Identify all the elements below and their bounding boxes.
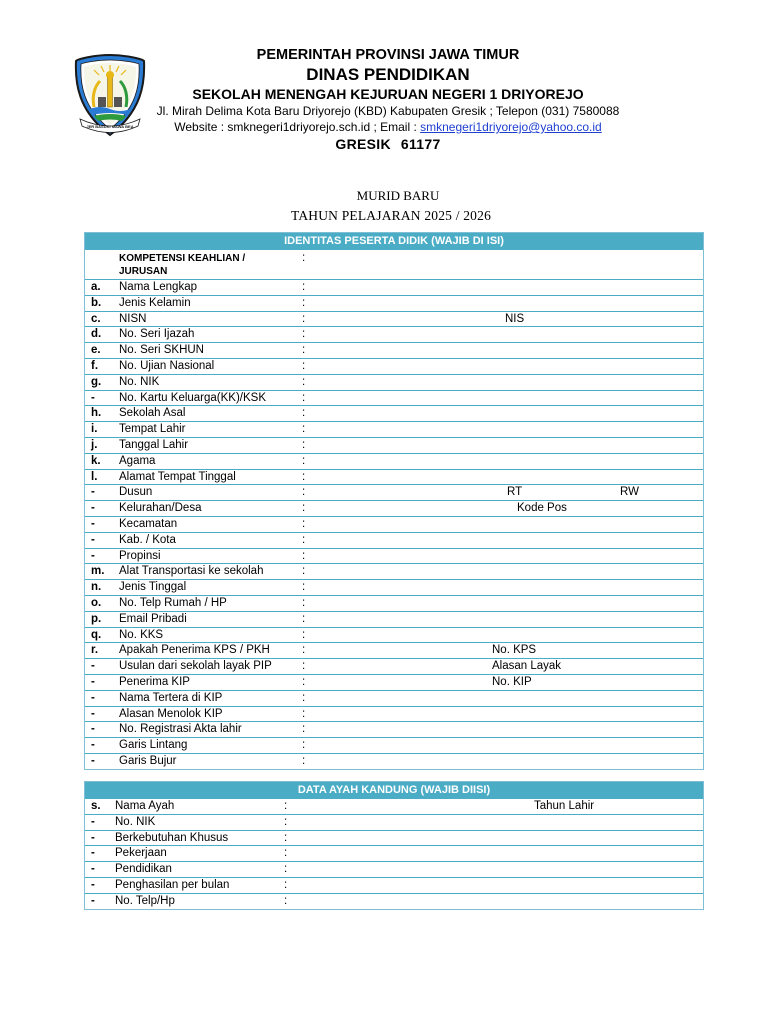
row-code: r. xyxy=(91,644,99,657)
row-code: p. xyxy=(91,612,102,625)
field-input[interactable]: : xyxy=(302,375,306,388)
field-label: No. Kartu Keluarga(KK)/KSK xyxy=(119,391,267,404)
field-input[interactable]: : xyxy=(284,831,288,844)
field-input[interactable]: : xyxy=(302,438,306,451)
field-input[interactable]: : xyxy=(302,628,306,641)
field-input[interactable]: : xyxy=(302,407,306,420)
field-input[interactable]: : xyxy=(302,707,306,720)
form-row xyxy=(85,893,703,909)
form-row xyxy=(85,814,703,830)
field-label: Dusun xyxy=(119,486,153,499)
field-label: Email Pribadi xyxy=(119,612,187,625)
field-label: Kab. / Kota xyxy=(119,533,176,546)
field-label: No. NIK xyxy=(115,815,156,828)
field-input[interactable]: : xyxy=(302,612,306,625)
secondary-field-label: Tahun Lahir xyxy=(534,800,595,812)
field-input[interactable]: : xyxy=(284,815,288,828)
table-header: IDENTITAS PESERTA DIDIK (WAJIB DI ISI) xyxy=(85,233,703,249)
field-label: Agama xyxy=(119,454,156,467)
row-code: a. xyxy=(91,281,101,293)
form-row xyxy=(85,798,703,814)
field-input[interactable]: : xyxy=(302,549,306,562)
field-label: Alamat Tempat Tinggal xyxy=(119,470,236,483)
field-label: NISN xyxy=(119,312,147,325)
postal-code: 61177 xyxy=(400,136,441,152)
field-input[interactable]: : xyxy=(284,863,288,876)
field-label: No. Seri Ijazah xyxy=(119,328,195,341)
form-row xyxy=(85,595,703,611)
row-code: i. xyxy=(91,423,98,436)
form-row xyxy=(85,374,703,390)
field-label: No. Seri SKHUN xyxy=(119,344,204,357)
email-link[interactable]: smknegeri1driyorejo@yahoo.co.id xyxy=(420,120,602,134)
field-input[interactable]: : xyxy=(302,581,306,594)
row-code: d. xyxy=(91,328,102,341)
field-label: No. NIK xyxy=(119,375,160,388)
field-label: No. Telp Rumah / HP xyxy=(119,596,227,609)
field-label: No. Ujian Nasional xyxy=(119,359,215,372)
field-input[interactable]: : xyxy=(302,391,306,404)
row-code: - xyxy=(91,863,95,876)
row-code: - xyxy=(91,391,95,404)
form-row xyxy=(85,484,703,500)
form-row xyxy=(85,437,703,453)
row-code: n. xyxy=(91,581,102,594)
field-input[interactable]: : xyxy=(302,739,306,752)
school-name: SEKOLAH MENENGAH KEJURUAN NEGERI 1 DRIYOREJO xyxy=(192,86,584,102)
row-code: b. xyxy=(91,296,102,309)
field-label: Alasan Menolok KIP xyxy=(119,707,223,720)
form-row xyxy=(85,390,703,406)
field-input[interactable]: : xyxy=(302,660,306,673)
table-header: DATA AYAH KANDUNG (WAJIB DIISI) xyxy=(85,782,703,798)
row-code: - xyxy=(91,894,95,907)
city-postal xyxy=(150,135,626,153)
field-input[interactable]: : xyxy=(284,894,288,907)
row-code: - xyxy=(91,486,95,499)
field-input[interactable]: : xyxy=(302,517,306,530)
field-label: Pendidikan xyxy=(115,863,172,876)
field-input[interactable]: : xyxy=(302,723,306,736)
form-row xyxy=(85,737,703,753)
form-row xyxy=(85,279,703,295)
row-code: j. xyxy=(91,438,98,451)
secondary-field-label: No. KIP xyxy=(492,675,532,688)
school-contact xyxy=(150,119,626,135)
academic-year: TAHUN PELAJARAN 2025 / 2026 xyxy=(290,208,492,223)
field-input[interactable]: : xyxy=(302,296,306,309)
row-code: - xyxy=(91,815,95,828)
row-code: q. xyxy=(91,628,102,641)
field-label: Alat Transportasi ke sekolah xyxy=(119,565,264,578)
row-code: - xyxy=(91,847,95,860)
form-row xyxy=(85,579,703,595)
row-code: l. xyxy=(91,470,98,483)
field-input[interactable]: : xyxy=(302,565,306,578)
row-code: - xyxy=(91,660,95,673)
field-label: Tempat Lahir xyxy=(119,423,186,436)
secondary-field-label: RT xyxy=(507,486,523,499)
form-row xyxy=(85,611,703,627)
field-label: Tanggal Lahir xyxy=(119,438,189,451)
form-row xyxy=(85,658,703,674)
row-code: - xyxy=(91,707,95,720)
form-row xyxy=(85,706,703,722)
row-code: e. xyxy=(91,344,101,357)
form-row xyxy=(85,453,703,469)
website-text: Website : smknegeri1driyorejo.sch.id ; Email : xyxy=(174,120,421,134)
field-input[interactable]: : xyxy=(284,878,288,891)
form-row xyxy=(85,295,703,311)
field-input[interactable]: : xyxy=(302,691,306,704)
row-code: c. xyxy=(91,312,101,325)
letterhead xyxy=(150,46,626,153)
form-row xyxy=(85,326,703,342)
form-row xyxy=(85,642,703,658)
school-address: Jl. Mirah Delima Kota Baru Driyorejo (KBD) Kabupaten Gresik ; Telepon (031) 7580088 xyxy=(156,104,620,118)
field-input[interactable]: : xyxy=(302,252,306,264)
field-input[interactable]: : xyxy=(302,502,306,515)
field-label: Sekolah Asal xyxy=(119,407,186,420)
form-row xyxy=(85,674,703,690)
father-data-table xyxy=(84,781,704,910)
secondary-field-label: Kode Pos xyxy=(517,502,567,515)
tertiary-field-label: RW xyxy=(620,486,639,499)
form-row xyxy=(85,311,703,327)
field-label: Kecamatan xyxy=(119,517,178,530)
logo-motto: JER BASUKI MAWA BEA xyxy=(86,124,134,129)
form-row xyxy=(85,500,703,516)
row-code: - xyxy=(91,549,95,562)
row-code: - xyxy=(91,502,95,515)
field-input[interactable]: : xyxy=(302,423,306,436)
department-name: DINAS PENDIDIKAN xyxy=(306,65,470,84)
form-row xyxy=(85,690,703,706)
field-label: Kelurahan/Desa xyxy=(119,502,202,515)
field-label: Nama Lengkap xyxy=(119,281,197,293)
province-emblem-logo xyxy=(74,53,146,137)
field-input[interactable]: : xyxy=(302,454,306,467)
form-row xyxy=(85,845,703,861)
city: GRESIK xyxy=(335,136,391,152)
form-row xyxy=(85,342,703,358)
row-code: s. xyxy=(91,800,101,812)
row-code: h. xyxy=(91,407,102,420)
secondary-field-label: NIS xyxy=(505,312,525,325)
form-row xyxy=(85,469,703,485)
field-label: Jenis Tinggal xyxy=(119,581,187,594)
form-row xyxy=(85,627,703,643)
row-code: - xyxy=(91,675,95,688)
field-label: No. Registrasi Akta lahir xyxy=(119,723,242,736)
form-row xyxy=(85,548,703,564)
field-input[interactable]: : xyxy=(302,675,306,688)
form-row xyxy=(85,405,703,421)
form-row xyxy=(85,830,703,846)
row-code: - xyxy=(91,878,95,891)
field-label: Jenis Kelamin xyxy=(119,296,191,309)
field-input[interactable]: : xyxy=(302,754,306,767)
field-input[interactable]: : xyxy=(284,800,288,812)
row-code: - xyxy=(91,691,95,704)
secondary-field-label: No. KPS xyxy=(492,644,537,657)
field-input[interactable]: : xyxy=(302,486,306,499)
form-row xyxy=(85,563,703,579)
field-label: Propinsi xyxy=(119,549,161,562)
field-label: Berkebutuhan Khusus xyxy=(115,831,229,844)
form-row xyxy=(85,358,703,374)
row-code: - xyxy=(91,739,95,752)
field-input[interactable]: : xyxy=(302,359,306,372)
field-label: KOMPETENSI KEAHLIAN / JURUSAN xyxy=(119,253,246,277)
field-label: Apakah Penerima KPS / PKH xyxy=(119,644,270,657)
field-label: Garis Lintang xyxy=(119,739,188,752)
field-input[interactable]: : xyxy=(302,644,306,657)
row-code: m. xyxy=(91,565,105,578)
field-label: No. Telp/Hp xyxy=(115,894,175,907)
form-row xyxy=(85,516,703,532)
row-code: - xyxy=(91,533,95,546)
form-row xyxy=(85,532,703,548)
row-code: f. xyxy=(91,359,99,372)
form-title: MURID BARU xyxy=(356,188,440,203)
student-identity-table xyxy=(84,232,704,770)
government-name: PEMERINTAH PROVINSI JAWA TIMUR xyxy=(256,47,520,63)
field-label: Usulan dari sekolah layak PIP xyxy=(119,660,272,673)
form-row xyxy=(85,753,703,769)
field-input[interactable]: : xyxy=(302,596,306,609)
field-input[interactable]: : xyxy=(302,533,306,546)
field-input[interactable]: : xyxy=(302,312,306,325)
secondary-field-label: Alasan Layak xyxy=(492,660,562,673)
form-row xyxy=(85,861,703,877)
row-code: k. xyxy=(91,454,101,467)
row-code: - xyxy=(91,517,95,530)
field-label: Penghasilan per bulan xyxy=(115,878,230,891)
field-label: Nama Tertera di KIP xyxy=(119,691,223,704)
field-label: Nama Ayah xyxy=(115,800,175,812)
row-code: o. xyxy=(91,596,102,609)
field-label: Garis Bujur xyxy=(119,754,177,767)
field-input[interactable]: : xyxy=(302,344,306,357)
field-label: No. KKS xyxy=(119,628,164,641)
row-code: g. xyxy=(91,375,102,388)
field-input[interactable]: : xyxy=(302,281,306,293)
row-code: - xyxy=(91,831,95,844)
field-label: Pekerjaan xyxy=(115,847,167,860)
row-code: - xyxy=(91,754,95,767)
form-row xyxy=(85,421,703,437)
field-input[interactable]: : xyxy=(302,328,306,341)
field-label: Penerima KIP xyxy=(119,675,190,688)
field-input[interactable]: : xyxy=(284,847,288,860)
form-row xyxy=(85,249,703,279)
field-input[interactable]: : xyxy=(302,470,306,483)
form-row xyxy=(85,721,703,737)
form-row xyxy=(85,877,703,893)
row-code: - xyxy=(91,723,95,736)
